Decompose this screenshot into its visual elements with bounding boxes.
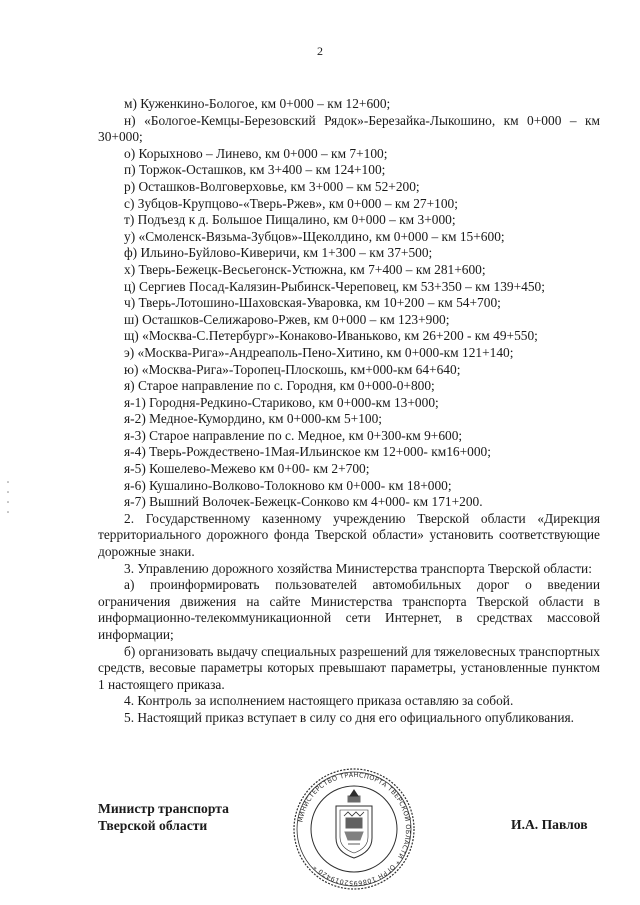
paragraph-4: 4. Контроль за исполнением настоящего приказа оставляю за собой. <box>124 693 514 709</box>
list-item: я-4) Тверь-Рождествено-1Мая-Ильинское км 12+000- км16+000; <box>124 444 491 460</box>
list-item: э) «Москва-Рига»-Андреаполь-Пено-Хитино, км 0+000-км 121+140; <box>124 344 514 360</box>
list-item: у) «Смоленск-Вязьма-Зубцов»-Щеколдино, км 0+000 – км 15+600; <box>124 228 505 244</box>
list-item: я-2) Медное-Кумордино, км 0+000-км 5+100; <box>124 411 383 427</box>
list-item: я) Старое направление по с. Городня, км 0+000-0+800; <box>124 378 435 394</box>
paragraph-3b: б) организовать выдачу специальных разрешений для тяжеловесных транспортных средств, весовые параметры которых превышают параметры, установленные пунктом 1 настоящего приказа. <box>98 643 600 692</box>
document-body <box>98 96 600 727</box>
list-item: н) «Бологое-Кемцы-Березовский Рядок»-Березайка-Лыкошино, км 0+000 – км 30+000; <box>98 112 600 145</box>
list-item: п) Торжок-Осташков, км 3+400 – км 124+100; <box>124 162 386 178</box>
list-item: я-7) Вышний Волочек-Бежецк-Сонково км 4+000- км 171+200. <box>124 494 483 510</box>
list-item: х) Тверь-Бежецк-Весьегонск-Устюжна, км 7+400 – км 281+600; <box>124 261 486 277</box>
list-item: я-3) Старое направление по с. Медное, км 0+300-км 9+600; <box>124 427 463 443</box>
list-item: ш) Осташков-Селижарово-Ржев, км 0+000 – км 123+900; <box>124 311 450 327</box>
signature-position-line-2: Тверской области <box>98 818 208 833</box>
page-number: 2 <box>317 44 323 58</box>
signature-name: И.А. Павлов <box>511 817 588 832</box>
list-item: щ) «Москва-С.Петербург»-Конаково-Иваньково, км 26+200 - км 49+550; <box>124 328 538 344</box>
signature-position-line-1: Министр транспорта <box>98 801 229 816</box>
list-item: ц) Сергиев Посад-Калязин-Рыбинск-Череповец, км 53+350 – км 139+450; <box>124 278 545 294</box>
list-item: с) Зубцов-Крупцово-«Тверь-Ржев», км 0+000 – км 27+100; <box>124 195 458 211</box>
list-item: я-6) Кушалино-Волково-Толокново км 0+000- км 18+000; <box>124 477 452 493</box>
official-seal-icon <box>288 766 420 892</box>
margin-marks-icon <box>6 478 10 518</box>
signature-position <box>98 800 229 834</box>
list-item: ч) Тверь-Лотошино-Шаховская-Уваровка, км 10+200 – км 54+700; <box>124 295 501 311</box>
list-item: т) Подъезд к д. Большое Пищалино, км 0+000 – км 3+000; <box>124 212 456 228</box>
paragraph-3a: а) проинформировать пользователей автомобильных дорог о введении ограничения движения на сайте Министерства транспорта Тверской области в информационно-телекоммуникационной сети Интернет, в средствах массовой информации; <box>98 577 600 642</box>
list-item: я-5) Кошелево-Межево км 0+00- км 2+700; <box>124 461 370 477</box>
list-item: о) Корыхново – Линево, км 0+000 – км 7+100; <box>124 145 388 161</box>
seal-text-path: МИНИСТЕРСТВО ТРАНСПОРТА ТВЕРСКОЙ ОБЛАСТИ * ОГРН 1086952019420 * <box>296 770 413 888</box>
list-item: ф) Ильино-Буйлово-Киверичи, км 1+300 – км 37+500; <box>124 245 433 261</box>
list-item: я-1) Городня-Редкино-Стариково, км 0+000-км 13+000; <box>124 394 439 410</box>
paragraph-5: 5. Настоящий приказ вступает в силу со дня его официального опубликования. <box>124 709 574 725</box>
seal-text <box>296 771 412 887</box>
list-item: р) Осташков-Волговерховье, км 3+000 – км 52+200; <box>124 178 420 194</box>
paragraph-2: 2. Государственному казенному учреждению Тверской области «Дирекция территориального дорожного фонда Тверской области» установить соответствующие дорожные знаки. <box>98 510 600 560</box>
seal-emblem <box>336 790 372 858</box>
road-list <box>98 96 600 511</box>
list-item: м) Куженкино-Бологое, км 0+000 – км 12+600; <box>124 96 391 111</box>
paragraph-3: 3. Управлению дорожного хозяйства Министерства транспорта Тверской области: <box>124 560 592 576</box>
list-item: ю) «Москва-Рига»-Торопец-Плоскошь, км+000-км 64+640; <box>124 361 461 377</box>
